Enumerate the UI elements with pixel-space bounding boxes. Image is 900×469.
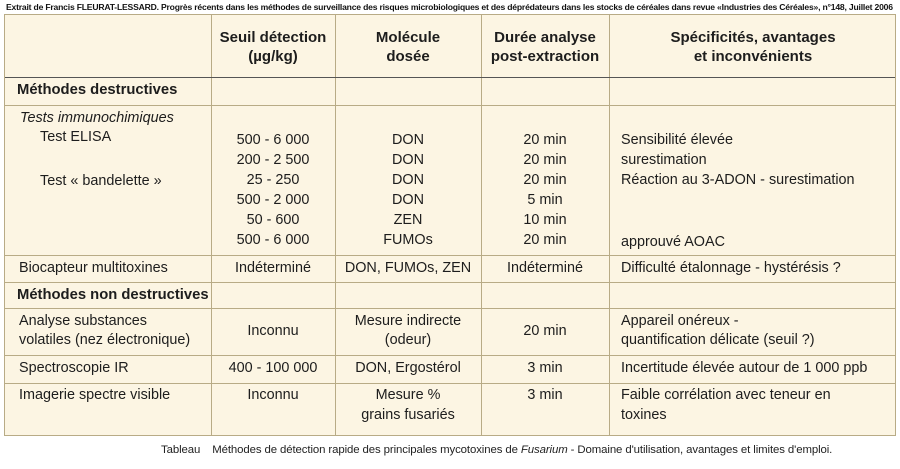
header-molecule: Molécule dosée [375,29,441,65]
row-divider [5,77,895,78]
caption-text: Méthodes de détection rapide des principales mycotoxines de [212,444,521,456]
caption-label: Tableau [161,444,201,456]
row-divider [5,355,895,356]
header-specificites: Spécificités, avantages et inconvénients [670,29,836,65]
row-divider [5,282,895,283]
bandelette-label: Test « bandelette » [40,173,162,189]
row-divider [5,105,895,106]
table-caption [161,444,832,456]
table-frame: Seuil détection (µg/kg) Molécule dosée Durée analyse post-extraction Spécificités, avantages et inconvénients Méthodes destructives Tests immunochimiques Test ELISA Test « bandelette » 500 - 6 000 DON 20 min Sensibilité élevée 200 - 2 500 DON 20 min surestimation 25 - 250 DON 20 min Réaction au 3-ADON - surestimation 500 - 2 000 DON 5 min 50 - 600 ZEN 10 min 500 - 6 000 FUMOs 20 min approuvé AOAC Biocapteur multitoxines Indéterminé DON, FUMOs, ZEN Indéterminé Difficulté étalonnage - hystérésis ? Méthodes non destructives Analyse substances volatiles (nez électronique) Inconnu Mesure indirecte (odeur) 20 min Appareil onéreux - quantification délicate (seuil ?) Spectroscopie IR 400 - 100 000 DON, Ergostérol 3 min Incertitude élevée autour de 1 000 ppb Imagerie spectre visible Inconnu Mesure % grains fusariés 3 min Faible corrélation avec teneur en toxines [4,14,896,436]
row-divider [5,383,895,384]
source-note: Extrait de Francis FLEURAT-LESSARD. Progrès récents dans les méthodes de surveillance des risques microbiologiques et des déprédateurs dans les stocks de céréales dans revue «Industries des Céréales», n°148, Juillet 2006 [6,2,893,12]
section-non-destructive: Méthodes non destructives [17,287,209,303]
row-divider [5,308,895,309]
section-destructive: Méthodes destructives [17,82,178,98]
header-seuil: Seuil détection (µg/kg) [219,29,327,65]
immuno-label: Tests immunochimiques [20,110,174,126]
caption-text-end: - Domaine d'utilisation, avantages et limites d'emploi. [567,444,833,456]
row-divider [5,255,895,256]
elisa-label: Test ELISA [40,129,112,145]
column-divider [609,15,610,435]
header-duree: Durée analyse post-extraction [490,29,600,65]
caption-italic: Fusarium [520,444,568,456]
